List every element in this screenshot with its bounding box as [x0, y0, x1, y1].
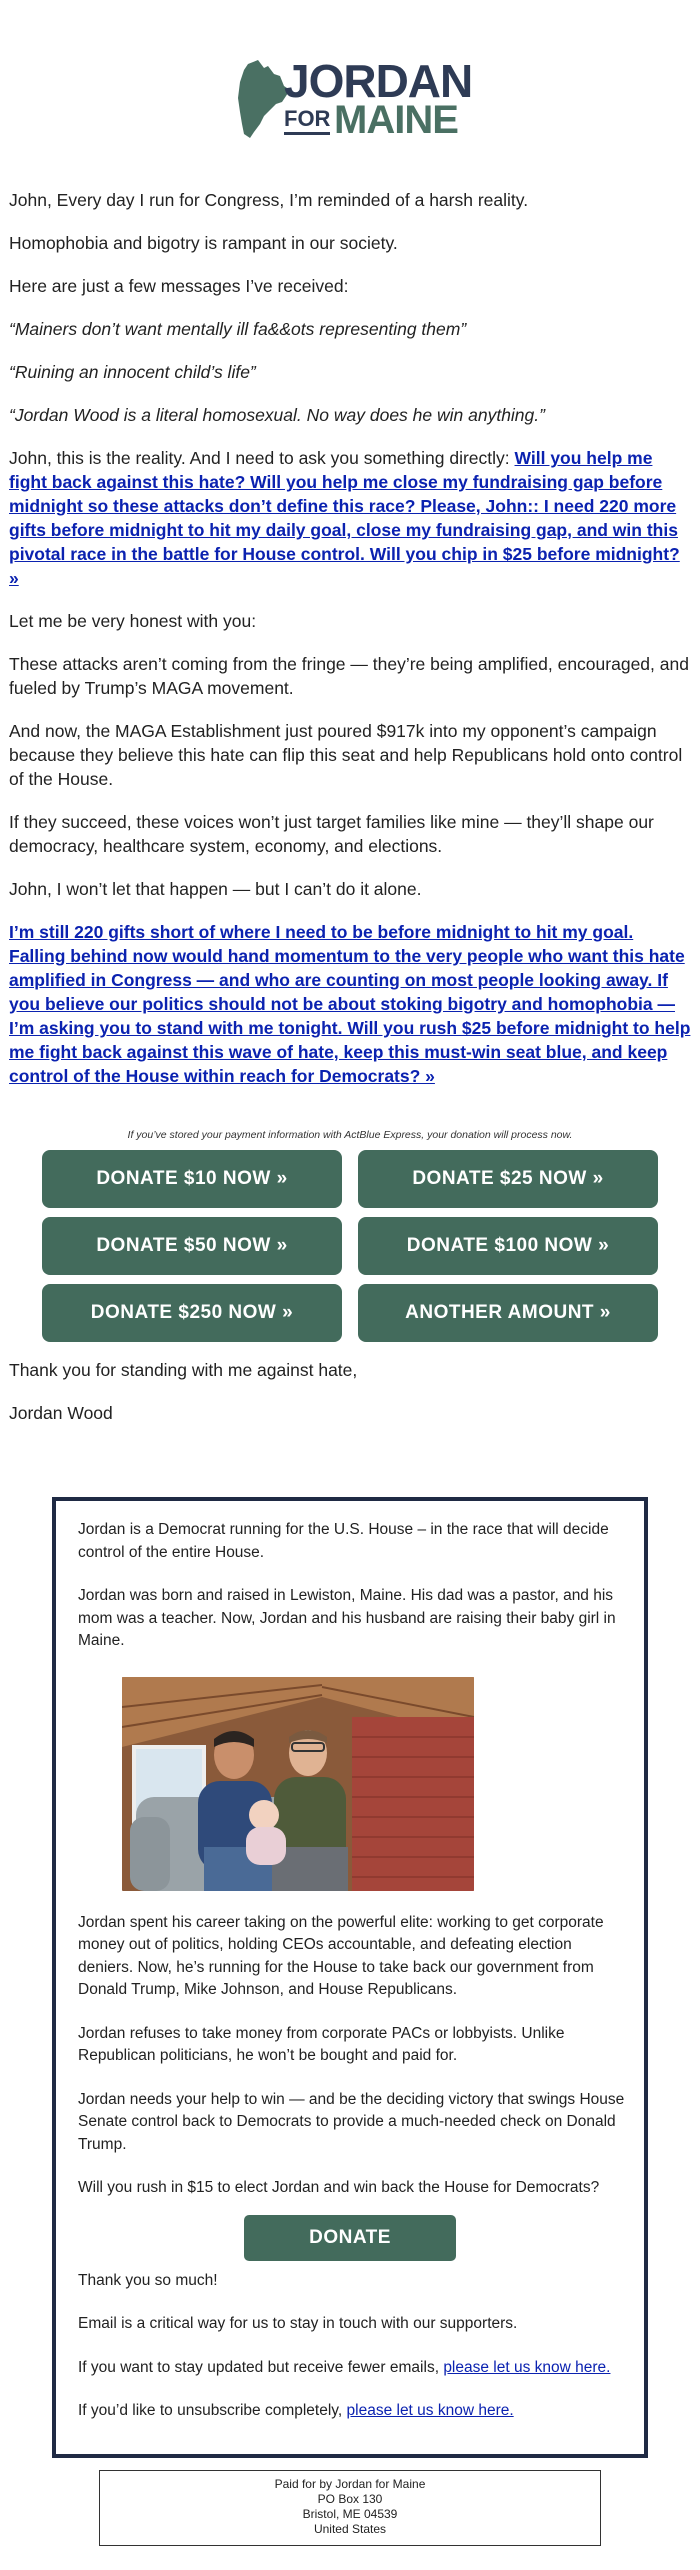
ask-paragraph: [9, 446, 691, 590]
donate-50-button[interactable]: DONATE $50 NOW »: [42, 1217, 342, 1275]
actblue-express-note: If you’ve stored your payment information with ActBlue Express, your donation will process now.: [127, 1129, 573, 1141]
signoff: [9, 1358, 691, 1444]
bio-family: Jordan was born and raised in Lewiston, Maine. His dad was a pastor, and his mom was a teacher. Now, Jordan and his husband are raising their baby girl in Maine.: [78, 1587, 616, 1649]
logo-maine-text: MAINE: [334, 98, 458, 142]
paid-for-line: Paid for by Jordan for Maine: [274, 2477, 426, 2491]
bio-pacs: Jordan refuses to take money from corporate PACs or lobbyists. Unlike Republican politicians, he won’t be bought and paid for.: [78, 2024, 565, 2064]
attacks-paragraph: These attacks aren’t coming from the fringe — they’re being amplified, encouraged, and fueled by Trump’s MAGA movement.: [9, 654, 689, 698]
email-header: [0, 0, 700, 170]
unsubscribe-link[interactable]: please let us know here.: [346, 2402, 514, 2419]
messages-intro: Here are just a few messages I’ve received:: [9, 276, 349, 296]
donate-10-button[interactable]: DONATE $10 NOW »: [42, 1150, 342, 1208]
bio-email-note: Email is a critical way for us to stay in touch with our supporters.: [78, 2315, 518, 2332]
email-body: [9, 188, 691, 1107]
logo-for-text: FOR: [284, 106, 330, 135]
hate-quote-3: “Jordan Wood is a literal homosexual. No way does he win anything.”: [9, 405, 545, 425]
family-photo: [122, 1677, 474, 1891]
goal-paragraph: [9, 920, 691, 1088]
succeed-paragraph: If they succeed, these voices won’t just target families like mine — they’ll shape our democracy, healthcare system, economy, and elections.: [9, 812, 654, 856]
bio-help: Jordan needs your help to win — and be the deciding victory that swings House Senate control back to Democrats to provide a much-needed check on Donald Trump.: [78, 2090, 625, 2153]
bio-intro: Jordan is a Democrat running for the U.S. House – in the race that will decide control of the entire House.: [78, 1521, 609, 1561]
signoff-name: Jordan Wood: [9, 1403, 113, 1423]
city-line: Bristol, ME 04539: [302, 2507, 398, 2521]
logo-jordan-text: JORDAN: [284, 55, 473, 107]
bio-rush: Will you rush in $15 to elect Jordan and win back the House for Democrats?: [78, 2179, 600, 2196]
po-box-line: PO Box 130: [317, 2492, 383, 2506]
donate-25-button[interactable]: DONATE $25 NOW »: [358, 1150, 658, 1208]
fewer-emails-line: [78, 2357, 626, 2380]
honest-paragraph: Let me be very honest with you:: [9, 611, 257, 631]
intro-paragraph: John, Every day I run for Congress, I’m reminded of a harsh reality.: [9, 190, 529, 210]
bio-box: [52, 1497, 648, 2458]
hate-quote-1: “Mainers don’t want mentally ill fa&&ots representing them”: [9, 319, 467, 339]
campaign-logo[interactable]: [234, 55, 474, 142]
bio-content: [78, 1519, 626, 2444]
fewer-emails-link[interactable]: please let us know here.: [443, 2358, 611, 2376]
maga-paragraph: And now, the MAGA Establishment just poured $917k into my opponent’s campaign because they believe this hate can flip this seat and help Republicans hold onto control of the House.: [9, 721, 683, 789]
paid-for-disclaimer: [99, 2470, 601, 2546]
bigotry-paragraph: Homophobia and bigotry is rampant in our society.: [9, 233, 398, 253]
country-line: United States: [313, 2522, 387, 2536]
donate-250-button[interactable]: DONATE $250 NOW »: [42, 1284, 342, 1342]
donate-other-amount-button[interactable]: ANOTHER AMOUNT »: [358, 1284, 658, 1342]
bio-thanks: Thank you so much!: [78, 2271, 218, 2289]
unsubscribe-text: If you’d like to unsubscribe completely,: [78, 2402, 347, 2419]
family-photo-image: [122, 1677, 474, 1891]
alone-paragraph: John, I won’t let that happen — but I can’t do it alone.: [9, 879, 422, 899]
goal-donate-link[interactable]: I’m still 220 gifts short of where I need to be before midnight to hit my goal. Falling behind now would hand momentum to the very people who want this hate amplified in Congress — and who are counting on most people looking away. If you believe our politics should not be about stoking bigotry and homophobia — I’m asking you to stand with me tonight. Will you rush $25 before midnight to help me fight back against this wave of hate, keep this must-win seat blue, and keep control of the House within reach for Democrats? »: [9, 922, 691, 1086]
fewer-emails-text: If you want to stay updated but receive fewer emails,: [78, 2358, 444, 2376]
ask-donate-link[interactable]: Will you help me fight back against this hate? Will you help me close my fundraising gap before midnight so these attacks don’t define this race? Please, John:: I need 220 more gifts before midnight to hit my daily goal, close my fundraising gap, and win this pivotal race in the battle for House control. Will you chip in $25 before midnight? »: [9, 448, 680, 588]
ask-text: John, this is the reality. And I need to ask you something directly:: [9, 448, 515, 468]
unsubscribe-line: [78, 2400, 626, 2423]
donate-100-button[interactable]: DONATE $100 NOW »: [358, 1217, 658, 1275]
hate-quote-2: “Ruining an innocent child’s life”: [9, 362, 256, 382]
bio-career: Jordan spent his career taking on the powerful elite: working to get corporate money out of politics, holding CEOs accountable, and defeating election deniers. Now, he’s running for the House to take back our government from Donald Trump, Mike Johnson, and House Republicans.: [78, 1913, 604, 1998]
bio-donate-button[interactable]: DONATE: [244, 2215, 456, 2261]
signoff-thanks: Thank you for standing with me against hate,: [9, 1360, 358, 1380]
